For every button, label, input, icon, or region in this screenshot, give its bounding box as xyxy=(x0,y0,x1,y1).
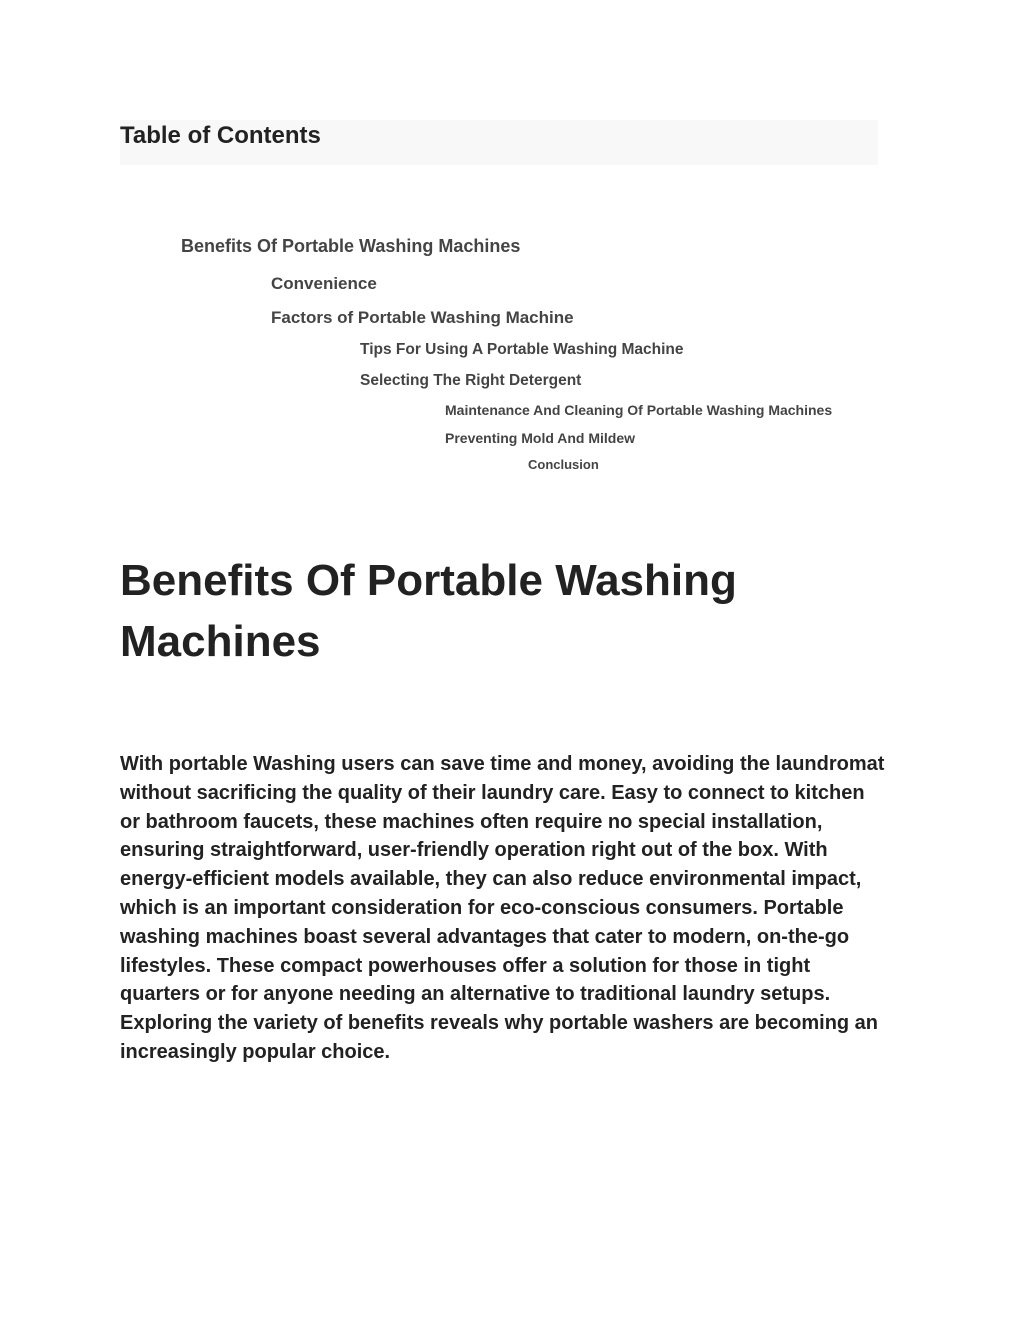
toc-link-factors[interactable]: Factors of Portable Washing Machine xyxy=(271,308,574,327)
toc-link-mold[interactable]: Preventing Mold And Mildew xyxy=(445,430,636,446)
article-heading: Benefits Of Portable Washing Machines xyxy=(120,556,737,666)
toc-header-box xyxy=(120,120,878,165)
toc-link-benefits[interactable]: Benefits Of Portable Washing Machines xyxy=(181,236,521,256)
toc-link-conclusion[interactable]: Conclusion xyxy=(528,457,599,472)
toc-link-maintenance[interactable]: Maintenance And Cleaning Of Portable Washing Machines xyxy=(445,402,833,418)
toc-link-detergent[interactable]: Selecting The Right Detergent xyxy=(360,372,582,389)
toc-link-tips[interactable]: Tips For Using A Portable Washing Machine xyxy=(360,341,684,358)
article-paragraph: With portable Washing users can save time and money, avoiding the laundromat without sacrificing the quality of their laundry care. Easy to connect to kitchen or bathroom faucets, these machines often require no special installation, ensuring straightforward, user-friendly operation right out of the box. With energy-efficient models available, they can also reduce environmental impact, which is an important consideration for eco-conscious consumers. Portable washing machines boast several advantages that cater to modern, on-the-go lifestyles. These compact powerhouses offer a solution for those in tight quarters or for anyone needing an alternative to traditional laundry setups. Exploring the variety of benefits reveals why portable washers are becoming an increasingly popular choice. xyxy=(120,753,885,1063)
toc-link-convenience[interactable]: Convenience xyxy=(271,274,377,293)
toc-title: Table of Contents xyxy=(120,122,321,149)
